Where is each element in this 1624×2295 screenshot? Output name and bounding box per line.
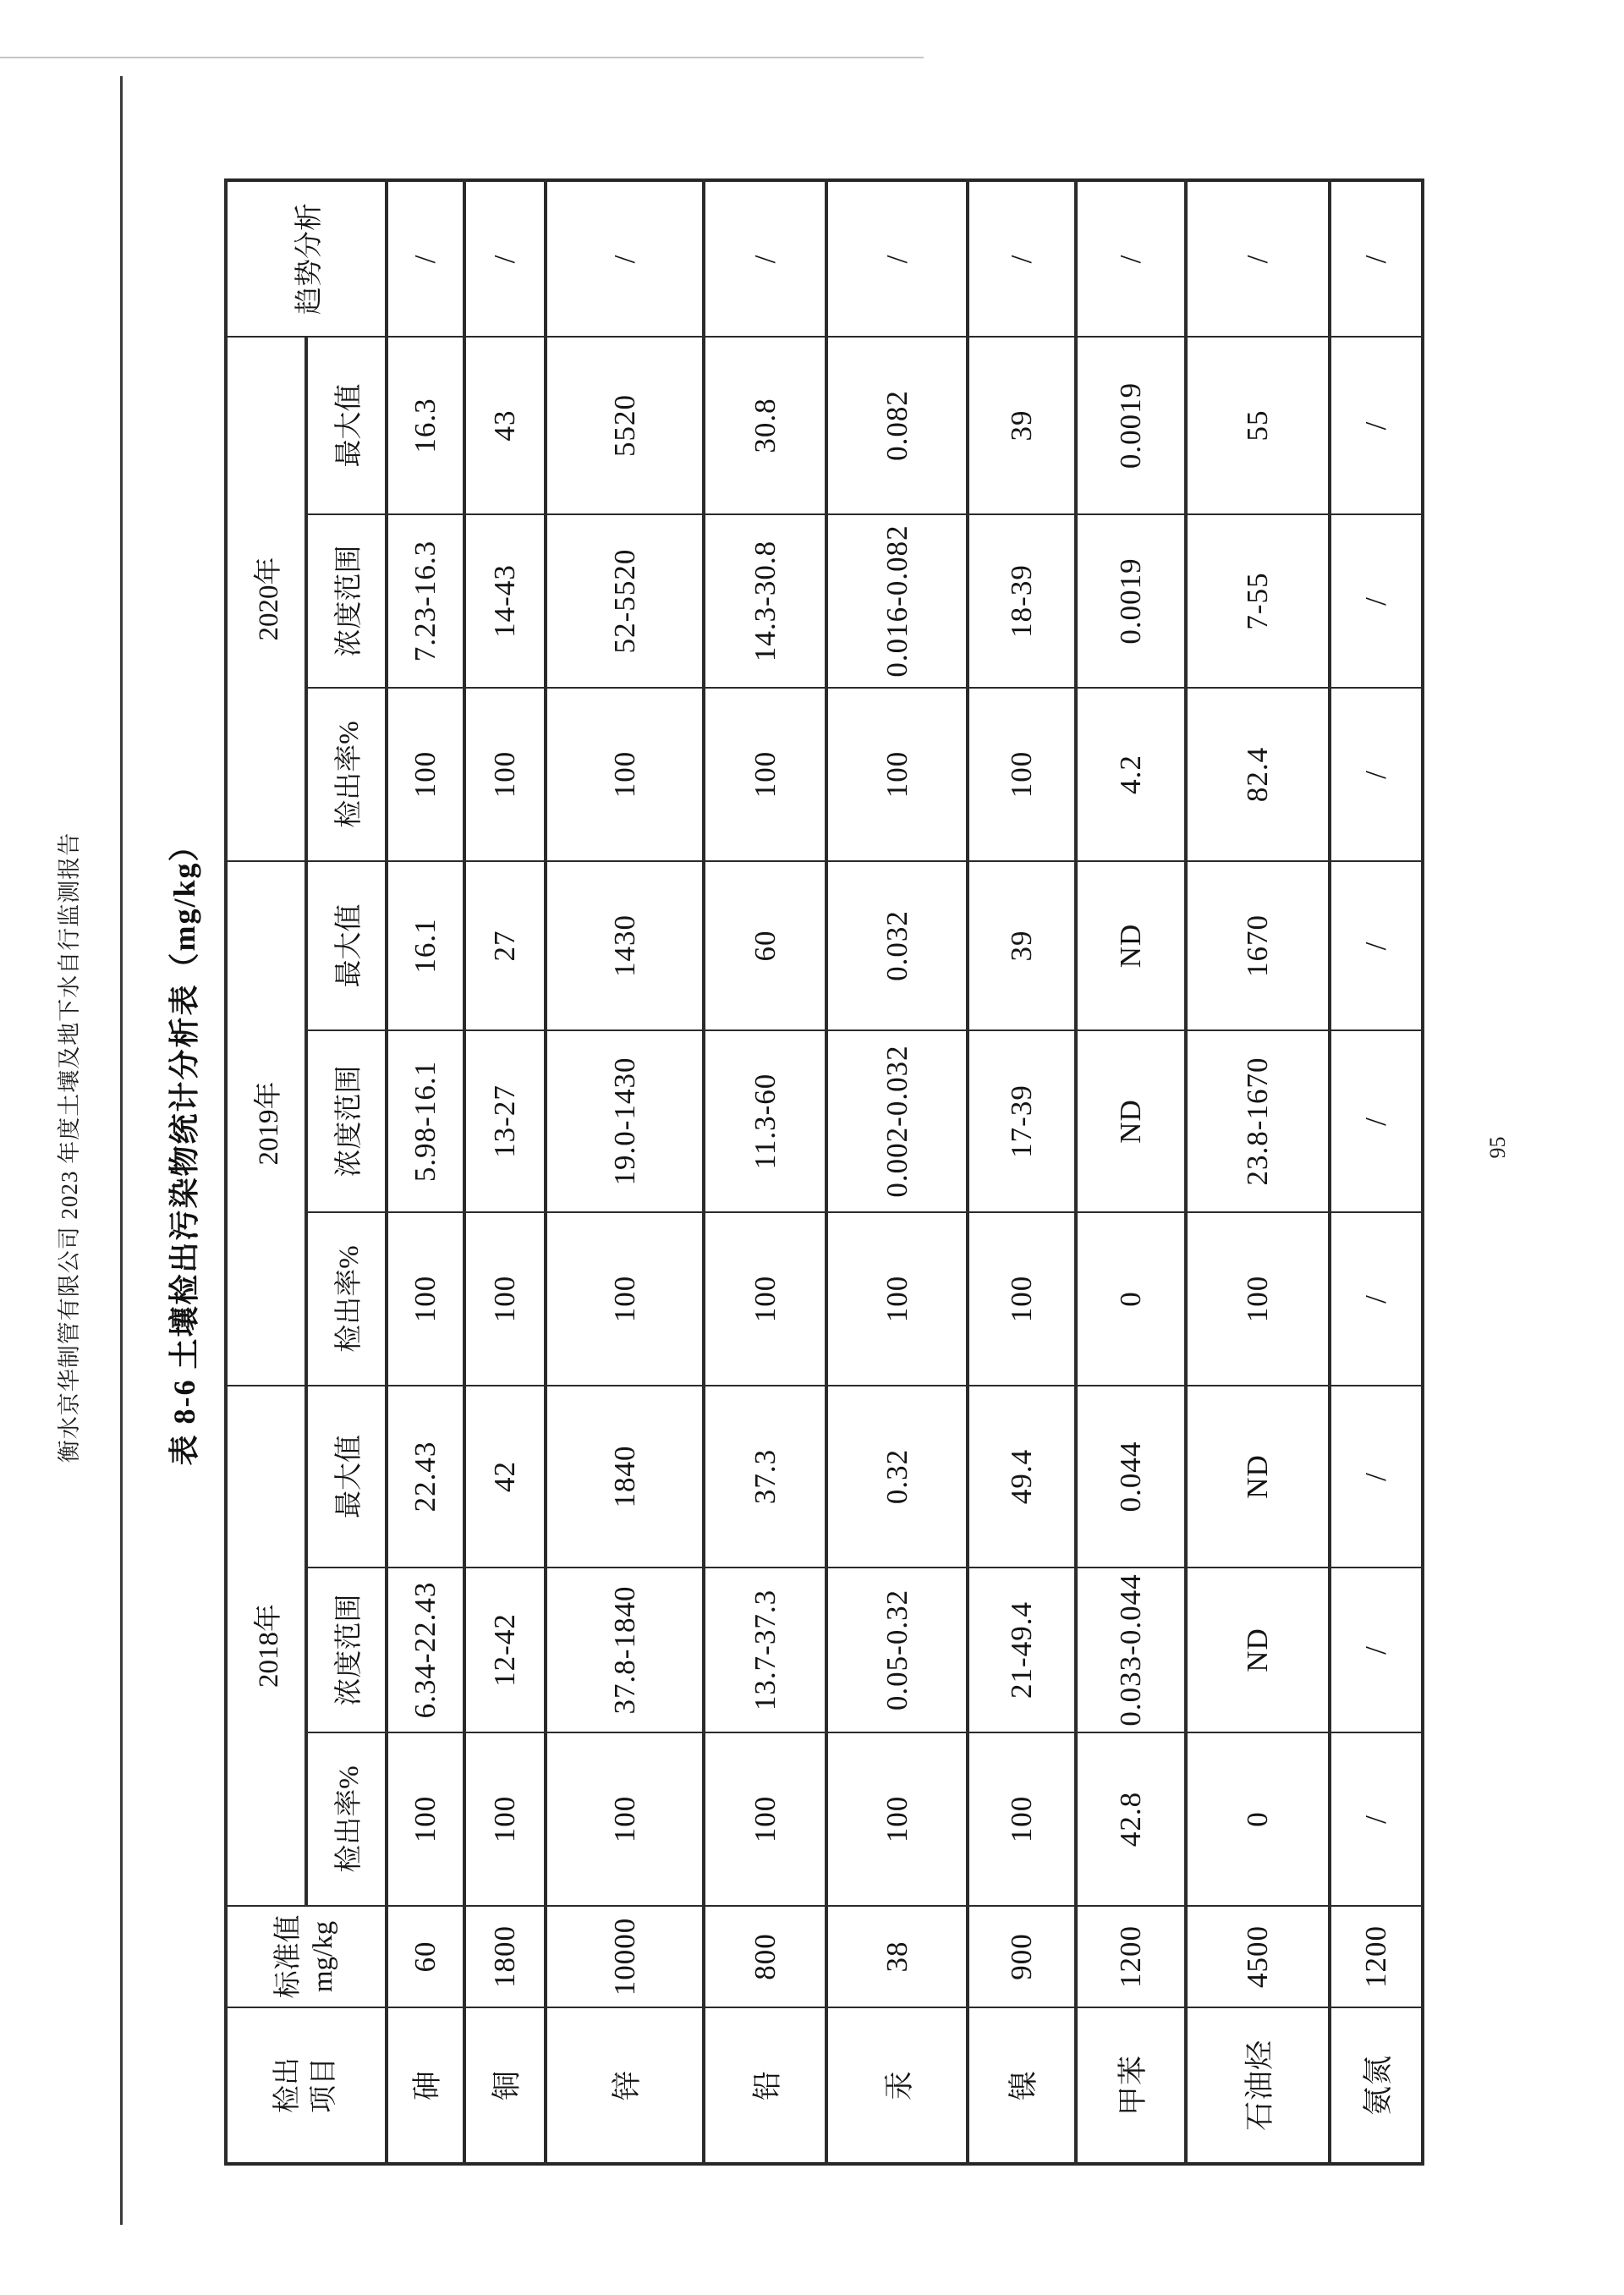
- cell-standard: 800: [704, 1906, 826, 2007]
- header-standard-label: 标准值: [272, 1914, 304, 1999]
- row-label: 铜: [464, 2007, 546, 2164]
- cell-max-2019: /: [1330, 861, 1423, 1030]
- cell-range-2018: ND: [1186, 1568, 1330, 1732]
- cell-max-2018: 22.43: [387, 1386, 464, 1568]
- table-row: [968, 180, 1076, 2164]
- cell-range-2018: 21-49.4: [968, 1568, 1076, 1732]
- cell-max-2020: 43: [464, 337, 546, 514]
- cell-rate-2020: 4.2: [1076, 688, 1186, 861]
- table-row: [826, 180, 968, 2164]
- header-range-2019: 浓度范围: [306, 1030, 387, 1212]
- cell-max-2018: 42: [464, 1386, 546, 1568]
- cell-rate-2019: 100: [704, 1212, 826, 1386]
- table-row: [387, 180, 464, 2164]
- cell-max-2019: 27: [464, 861, 546, 1030]
- cell-range-2018: 0.033-0.044: [1076, 1568, 1186, 1732]
- cell-trend: /: [546, 180, 704, 337]
- cell-rate-2018: 100: [826, 1732, 968, 1906]
- cell-range-2019: ND: [1076, 1030, 1186, 1212]
- table-row: [1330, 180, 1423, 2164]
- cell-standard: 1200: [1076, 1906, 1186, 2007]
- header-year-2019: 2019年: [226, 861, 306, 1386]
- cell-max-2019: 1670: [1186, 861, 1330, 1030]
- table-row: [1076, 180, 1186, 2164]
- cell-standard: 10000: [546, 1906, 704, 2007]
- header-row-sublabels: [306, 180, 387, 2164]
- cell-rate-2019: /: [1330, 1212, 1423, 1386]
- cell-rate-2019: 100: [387, 1212, 464, 1386]
- cell-range-2020: 7-55: [1186, 514, 1330, 688]
- cell-max-2020: 16.3: [387, 337, 464, 514]
- header-standard: [226, 1906, 387, 2007]
- cell-rate-2020: 100: [546, 688, 704, 861]
- cell-trend: /: [1076, 180, 1186, 337]
- cell-max-2020: 39: [968, 337, 1076, 514]
- row-label: 甲苯: [1076, 2007, 1186, 2164]
- cell-range-2019: 13-27: [464, 1030, 546, 1212]
- cell-max-2020: 0.082: [826, 337, 968, 514]
- cell-range-2018: 12-42: [464, 1568, 546, 1732]
- header-rate-2018: 检出率%: [306, 1732, 387, 1906]
- row-label: 石油烃: [1186, 2007, 1330, 2164]
- cell-rate-2018: /: [1330, 1732, 1423, 1906]
- cell-max-2018: 0.32: [826, 1386, 968, 1568]
- cell-range-2019: 17-39: [968, 1030, 1076, 1212]
- cell-max-2018: ND: [1186, 1386, 1330, 1568]
- cell-range-2020: 18-39: [968, 514, 1076, 688]
- header-range-2020: 浓度范围: [306, 514, 387, 688]
- cell-range-2018: 37.8-1840: [546, 1568, 704, 1732]
- row-label: 砷: [387, 2007, 464, 2164]
- cell-max-2018: 1840: [546, 1386, 704, 1568]
- cell-trend: /: [968, 180, 1076, 337]
- cell-max-2019: 60: [704, 861, 826, 1030]
- cell-range-2020: /: [1330, 514, 1423, 688]
- cell-trend: /: [826, 180, 968, 337]
- cell-trend: /: [1330, 180, 1423, 337]
- cell-rate-2019: 100: [1186, 1212, 1330, 1386]
- cell-standard: 1200: [1330, 1906, 1423, 2007]
- cell-max-2019: 16.1: [387, 861, 464, 1030]
- header-rate-2020: 检出率%: [306, 688, 387, 861]
- cell-standard: 900: [968, 1906, 1076, 2007]
- page-number: 95: [1485, 1136, 1510, 1159]
- cell-rate-2018: 100: [464, 1732, 546, 1906]
- cell-rate-2020: /: [1330, 688, 1423, 861]
- row-label: 镍: [968, 2007, 1076, 2164]
- cell-trend: /: [387, 180, 464, 337]
- header-max-2019: 最大值: [306, 861, 387, 1030]
- header-row-years: [226, 180, 306, 2164]
- cell-rate-2019: 100: [546, 1212, 704, 1386]
- cell-range-2019: /: [1330, 1030, 1423, 1212]
- header-item: 检出项目: [226, 2007, 387, 2164]
- table-row: [704, 180, 826, 2164]
- header-year-2018: 2018年: [226, 1386, 306, 1906]
- header-trend: 趋势分析: [226, 180, 387, 337]
- cell-max-2019: 0.032: [826, 861, 968, 1030]
- cell-rate-2020: 82.4: [1186, 688, 1330, 861]
- cell-rate-2019: 100: [968, 1212, 1076, 1386]
- cell-range-2019: 11.3-60: [704, 1030, 826, 1212]
- cell-rate-2018: 42.8: [1076, 1732, 1186, 1906]
- cell-range-2019: 5.98-16.1: [387, 1030, 464, 1212]
- cell-range-2019: 23.8-1670: [1186, 1030, 1330, 1212]
- header-year-2020: 2020年: [226, 337, 306, 861]
- cell-rate-2020: 100: [826, 688, 968, 861]
- header-max-2018: 最大值: [306, 1386, 387, 1568]
- cell-max-2019: 1430: [546, 861, 704, 1030]
- header-rate-2019: 检出率%: [306, 1212, 387, 1386]
- page-title: 表 8-6 土壤检出污染物统计分析表（mg/kg）: [167, 829, 201, 1466]
- cell-trend: /: [704, 180, 826, 337]
- cell-range-2018: 13.7-37.3: [704, 1568, 826, 1732]
- cell-standard: 1800: [464, 1906, 546, 2007]
- row-label: 铅: [704, 2007, 826, 2164]
- cell-range-2019: 19.0-1430: [546, 1030, 704, 1212]
- cell-standard: 38: [826, 1906, 968, 2007]
- cell-max-2019: ND: [1076, 861, 1186, 1030]
- soil-pollutant-statistics-table: [224, 178, 1424, 2166]
- cell-rate-2018: 100: [546, 1732, 704, 1906]
- row-label: 锌: [546, 2007, 704, 2164]
- cell-max-2020: 30.8: [704, 337, 826, 514]
- cell-rate-2018: 100: [704, 1732, 826, 1906]
- header-range-2018: 浓度范围: [306, 1568, 387, 1732]
- cell-rate-2018: 0: [1186, 1732, 1330, 1906]
- cell-rate-2018: 100: [968, 1732, 1076, 1906]
- cell-range-2020: 0.0019: [1076, 514, 1186, 688]
- cell-rate-2020: 100: [968, 688, 1076, 861]
- table-row: [464, 180, 546, 2164]
- table-row: [1186, 180, 1330, 2164]
- cell-rate-2019: 100: [826, 1212, 968, 1386]
- scan-fold-artifact: [0, 57, 924, 58]
- cell-rate-2019: 100: [464, 1212, 546, 1386]
- cell-range-2020: 0.016-0.082: [826, 514, 968, 688]
- cell-max-2020: 55: [1186, 337, 1330, 514]
- cell-range-2020: 14-43: [464, 514, 546, 688]
- document-header: 衡水京华制管有限公司 2023 年度土壤及地下水自行监测报告: [57, 832, 82, 1463]
- cell-range-2020: 14.3-30.8: [704, 514, 826, 688]
- cell-max-2019: 39: [968, 861, 1076, 1030]
- cell-max-2018: 0.044: [1076, 1386, 1186, 1568]
- cell-rate-2020: 100: [704, 688, 826, 861]
- cell-trend: /: [464, 180, 546, 337]
- cell-standard: 60: [387, 1906, 464, 2007]
- table-row: [546, 180, 704, 2164]
- header-standard-unit: mg/kg: [308, 1920, 338, 1993]
- cell-rate-2019: 0: [1076, 1212, 1186, 1386]
- cell-range-2018: 6.34-22.43: [387, 1568, 464, 1732]
- cell-rate-2020: 100: [387, 688, 464, 861]
- header-max-2020: 最大值: [306, 337, 387, 514]
- header-rule: [120, 76, 123, 2225]
- cell-max-2020: /: [1330, 337, 1423, 514]
- cell-range-2019: 0.002-0.032: [826, 1030, 968, 1212]
- cell-max-2018: 49.4: [968, 1386, 1076, 1568]
- cell-rate-2020: 100: [464, 688, 546, 861]
- cell-max-2018: 37.3: [704, 1386, 826, 1568]
- cell-max-2020: 5520: [546, 337, 704, 514]
- cell-range-2018: 0.05-0.32: [826, 1568, 968, 1732]
- cell-max-2018: /: [1330, 1386, 1423, 1568]
- cell-rate-2018: 100: [387, 1732, 464, 1906]
- cell-max-2020: 0.0019: [1076, 337, 1186, 514]
- cell-trend: /: [1186, 180, 1330, 337]
- row-label: 汞: [826, 2007, 968, 2164]
- cell-standard: 4500: [1186, 1906, 1330, 2007]
- cell-range-2020: 7.23-16.3: [387, 514, 464, 688]
- row-label: 氨氮: [1330, 2007, 1423, 2164]
- cell-range-2018: /: [1330, 1568, 1423, 1732]
- cell-range-2020: 52-5520: [546, 514, 704, 688]
